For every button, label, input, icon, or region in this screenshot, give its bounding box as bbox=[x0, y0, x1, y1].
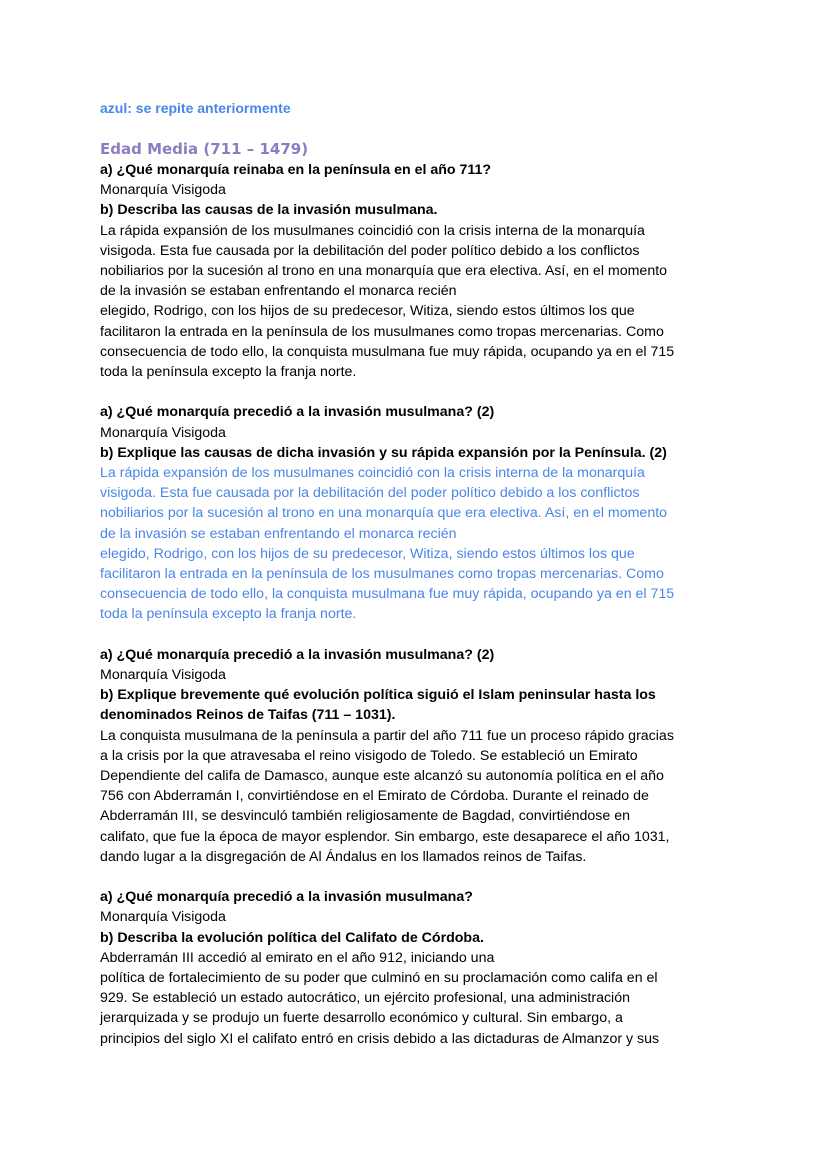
answer-line: principios del siglo XI el califato entró en crisis debido a las dictaduras de Almanzor y sus bbox=[100, 1030, 660, 1047]
question-block-2 bbox=[100, 402, 728, 624]
question-b-continued: denominados Reinos de Taifas (711 – 1031). bbox=[100, 707, 396, 724]
answer-line: La rápida expansión de los musulmanes coincidió con la crisis interna de la monarquía bbox=[100, 222, 645, 239]
answer-a: Monarquía Visigoda bbox=[100, 424, 226, 441]
answer-line: 929. Se estableció un estado autocrático, un ejército profesional, una administración bbox=[100, 990, 630, 1007]
answer-line: Abderramán III accedió al emirato en el año 912, iniciando una bbox=[100, 949, 495, 966]
answer-b bbox=[100, 221, 728, 383]
answer-a: Monarquía Visigoda bbox=[100, 909, 226, 926]
question-b: b) Describa las causas de la invasión musulmana. bbox=[100, 202, 438, 219]
answer-line: toda la península excepto la franja norte. bbox=[100, 606, 357, 623]
answer-b-repeated bbox=[100, 463, 728, 625]
answer-line: consecuencia de todo ello, la conquista musulmana fue muy rápida, ocupando ya en el 715 bbox=[100, 343, 675, 360]
answer-line: 756 con Abderramán I, convirtiéndose en el Emirato de Córdoba. Durante el reinado de bbox=[100, 788, 649, 805]
question-a: a) ¿Qué monarquía precedió a la invasión musulmana? (2) bbox=[100, 404, 495, 421]
answer-line: facilitaron la entrada en la península de los musulmanes como tropas mercenarias. Como bbox=[100, 566, 664, 583]
answer-line: nobiliarios por la sucesión al trono en una monarquía que era electiva. Así, en el momento bbox=[100, 505, 668, 522]
question-b: b) Explique brevemente qué evolución política siguió el Islam peninsular hasta los bbox=[100, 687, 656, 704]
answer-line: La rápida expansión de los musulmanes coincidió con la crisis interna de la monarquía bbox=[100, 465, 645, 482]
answer-line: consecuencia de todo ello, la conquista musulmana fue muy rápida, ocupando ya en el 715 bbox=[100, 586, 675, 603]
question-a: a) ¿Qué monarquía precedió a la invasión musulmana? (2) bbox=[100, 646, 495, 663]
question-block-4 bbox=[100, 887, 728, 1049]
answer-a: Monarquía Visigoda bbox=[100, 667, 226, 684]
section-title: Edad Media (711 – 1479) bbox=[100, 140, 309, 158]
answer-line: elegido, Rodrigo, con los hijos de su predecesor, Witiza, siendo estos últimos los que bbox=[100, 545, 635, 562]
answer-line: califato, que fue la época de mayor esplendor. Sin embargo, este desaparece el año 1031, bbox=[100, 828, 670, 845]
answer-line: nobiliarios por la sucesión al trono en una monarquía que era electiva. Así, en el momento bbox=[100, 263, 668, 280]
answer-line: elegido, Rodrigo, con los hijos de su predecesor, Witiza, siendo estos últimos los que bbox=[100, 303, 635, 320]
question-b: b) Describa la evolución política del Califato de Córdoba. bbox=[100, 929, 484, 946]
answer-b bbox=[100, 948, 728, 1049]
answer-line: visigoda. Esta fue causada por la debilitación del poder político debido a los conflictos bbox=[100, 485, 640, 502]
document-page bbox=[100, 98, 728, 1049]
question-b: b) Explique las causas de dicha invasión y su rápida expansión por la Península. (2) bbox=[100, 444, 667, 461]
answer-line: dando lugar a la disgregación de Al Ándalus en los llamados reinos de Taifas. bbox=[100, 848, 587, 865]
answer-line: facilitaron la entrada en la península de los musulmanes como tropas mercenarias. Como bbox=[100, 323, 664, 340]
answer-a: Monarquía Visigoda bbox=[100, 182, 226, 199]
answer-line: Abderramán III, se desvinculó también religiosamente de Bagdad, convirtiéndose en bbox=[100, 808, 630, 825]
answer-line: política de fortalecimiento de su poder que culminó en su proclamación como califa en el bbox=[100, 970, 658, 987]
answer-line: Dependiente del califa de Damasco, aunque este alcanzó su autonomía política en el año bbox=[100, 768, 664, 785]
answer-line: visigoda. Esta fue causada por la debilitación del poder político debido a los conflictos bbox=[100, 242, 640, 259]
question-block-3 bbox=[100, 645, 728, 867]
answer-line: toda la península excepto la franja norte. bbox=[100, 364, 357, 381]
question-a: a) ¿Qué monarquía reinaba en la península en el año 711? bbox=[100, 162, 492, 178]
question-a: a) ¿Qué monarquía precedió a la invasión musulmana? bbox=[100, 889, 473, 906]
question-block-1 bbox=[100, 160, 728, 382]
answer-line: La conquista musulmana de la península a partir del año 711 fue un proceso rápido gracias bbox=[100, 727, 674, 744]
answer-line: de la invasión se estaban enfrentando el monarca recién bbox=[100, 525, 457, 542]
answer-b bbox=[100, 726, 728, 867]
answer-line: jerarquizada y se produjo un fuerte desarrollo económico y cultural. Sin embargo, a bbox=[100, 1010, 623, 1027]
answer-line: a la crisis por la que atravesaba el reino visigodo de Toledo. Se estableció un Emirato bbox=[100, 747, 638, 764]
color-legend: azul: se repite anteriormente bbox=[100, 100, 291, 116]
answer-line: de la invasión se estaban enfrentando el monarca recién bbox=[100, 283, 457, 300]
